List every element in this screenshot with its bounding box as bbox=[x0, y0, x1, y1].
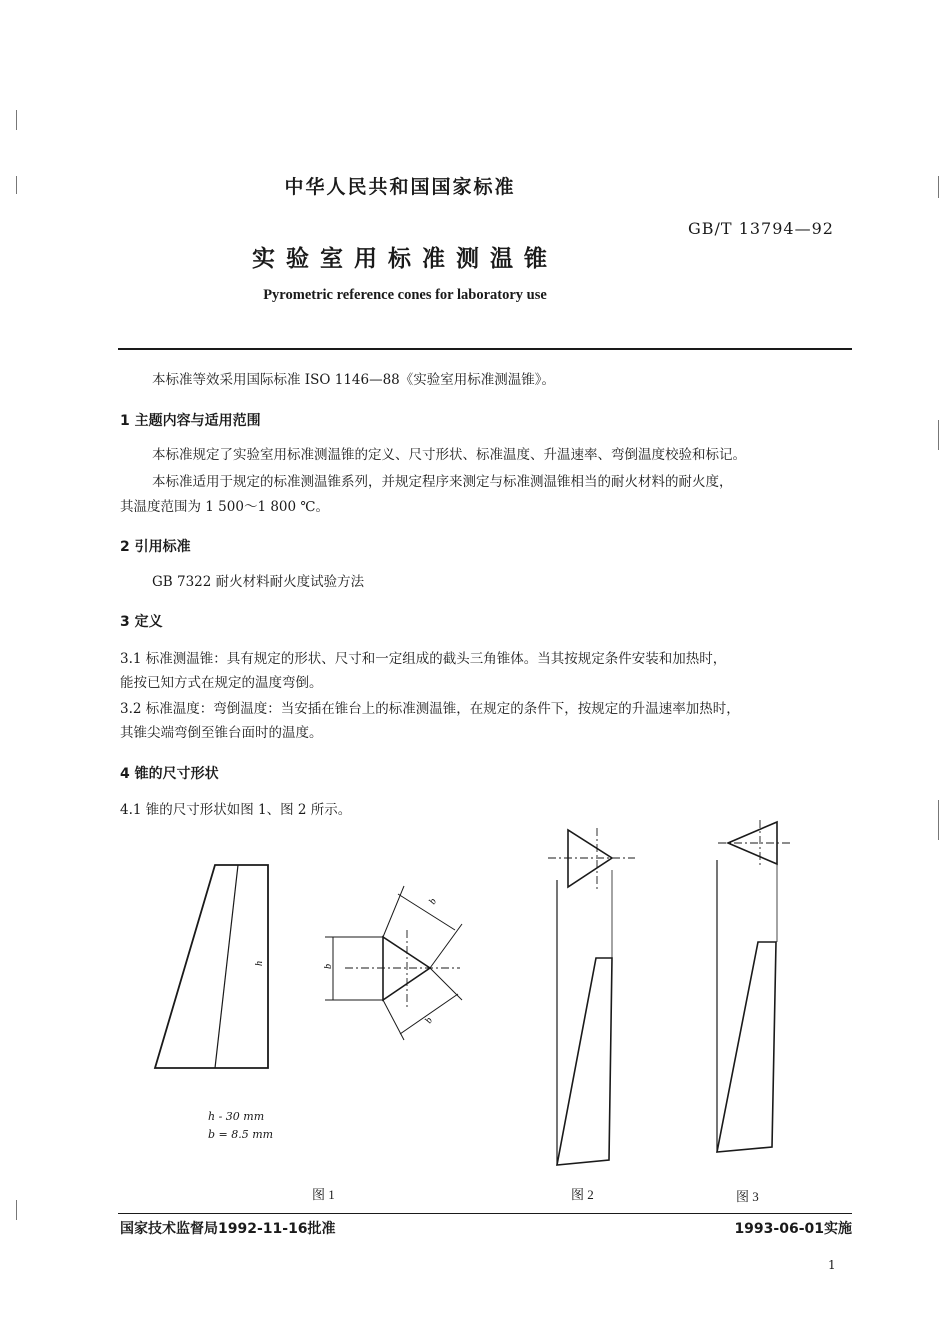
section-2-reference: GB 7322 耐火材料耐火度试验方法 bbox=[152, 574, 365, 590]
scan-margin-mark bbox=[938, 176, 939, 198]
figure-1-b-label-left: b bbox=[323, 964, 334, 969]
page-number: 1 bbox=[828, 1258, 836, 1272]
section-4-1-text: 4.1 锥的尺寸形状如图 1、图 2 所示。 bbox=[120, 802, 352, 818]
figure-1-side-view bbox=[155, 865, 268, 1068]
scan-margin-mark bbox=[938, 420, 939, 450]
definition-3-2-line-1: 3.2 标准温度：弯倒温度：当安插在锥台上的标准测温锥，在规定的条件下，按规定的升温速率加热时， bbox=[120, 701, 740, 717]
approval-date: 国家技术监督局1992-11-16批准 bbox=[120, 1221, 336, 1237]
section-1-paragraph-1: 本标准规定了实验室用标准测温锥的定义、尺寸形状、标准温度、升温速率、弯倒温度校验和标记。 bbox=[152, 447, 746, 463]
standard-organization: 中华人民共和国国家标准 bbox=[284, 176, 516, 198]
scan-margin-mark bbox=[16, 110, 17, 130]
intro-paragraph: 本标准等效采用国际标准 ISO 1146—88《实验室用标准测温锥》。 bbox=[152, 372, 556, 388]
figure-1-b-label-bottom: b bbox=[423, 1015, 436, 1026]
figure-1-dimension-h: h - 30 mm bbox=[208, 1110, 265, 1123]
section-2-heading: 2 引用标准 bbox=[120, 539, 191, 555]
section-1-paragraph-2-line-2: 其温度范围为 1 500～1 800 ℃。 bbox=[120, 499, 329, 515]
figure-1-caption: 图 1 bbox=[312, 1187, 335, 1202]
figure-1-h-label: h bbox=[254, 961, 265, 966]
document-title-en: Pyrometric reference cones for laboratory use bbox=[263, 287, 547, 303]
figure-3-caption: 图 3 bbox=[736, 1189, 759, 1204]
definition-3-1-line-1: 3.1 标准测温锥：具有规定的形状、尺寸和一定组成的截头三角锥体。当其按规定条件安装和加热时， bbox=[120, 651, 727, 667]
section-3-heading: 3 定义 bbox=[120, 614, 163, 630]
section-1-heading: 1 主题内容与适用范围 bbox=[120, 413, 261, 429]
figure-1-b-label-top: b bbox=[427, 896, 440, 907]
document-title-cn: 实验室用标准测温锥 bbox=[252, 246, 558, 272]
section-1-paragraph-2-line-1: 本标准适用于规定的标准测温锥系列，并规定程序来测定与标准测温锥相当的耐火材料的耐火度， bbox=[152, 474, 733, 490]
effective-date: 1993-06-01实施 bbox=[734, 1221, 852, 1237]
figure-2-caption: 图 2 bbox=[571, 1187, 594, 1202]
section-4-heading: 4 锥的尺寸形状 bbox=[120, 766, 219, 782]
definition-3-2-line-2: 其锥尖端弯倒至锥台面时的温度。 bbox=[120, 725, 323, 741]
figure-3-cone bbox=[717, 820, 792, 1152]
scan-margin-mark bbox=[16, 176, 17, 194]
footer-rule bbox=[118, 1213, 852, 1214]
scan-margin-mark bbox=[16, 1200, 17, 1220]
figure-1-cross-section bbox=[325, 886, 462, 1040]
figure-1-dimension-b: b = 8.5 mm bbox=[208, 1128, 274, 1141]
scan-margin-mark bbox=[938, 800, 939, 840]
definition-3-1-line-2: 能按已知方式在规定的温度弯倒。 bbox=[120, 675, 323, 691]
standard-code: GB/T 13794—92 bbox=[688, 219, 834, 238]
figure-2-cone bbox=[548, 828, 635, 1165]
